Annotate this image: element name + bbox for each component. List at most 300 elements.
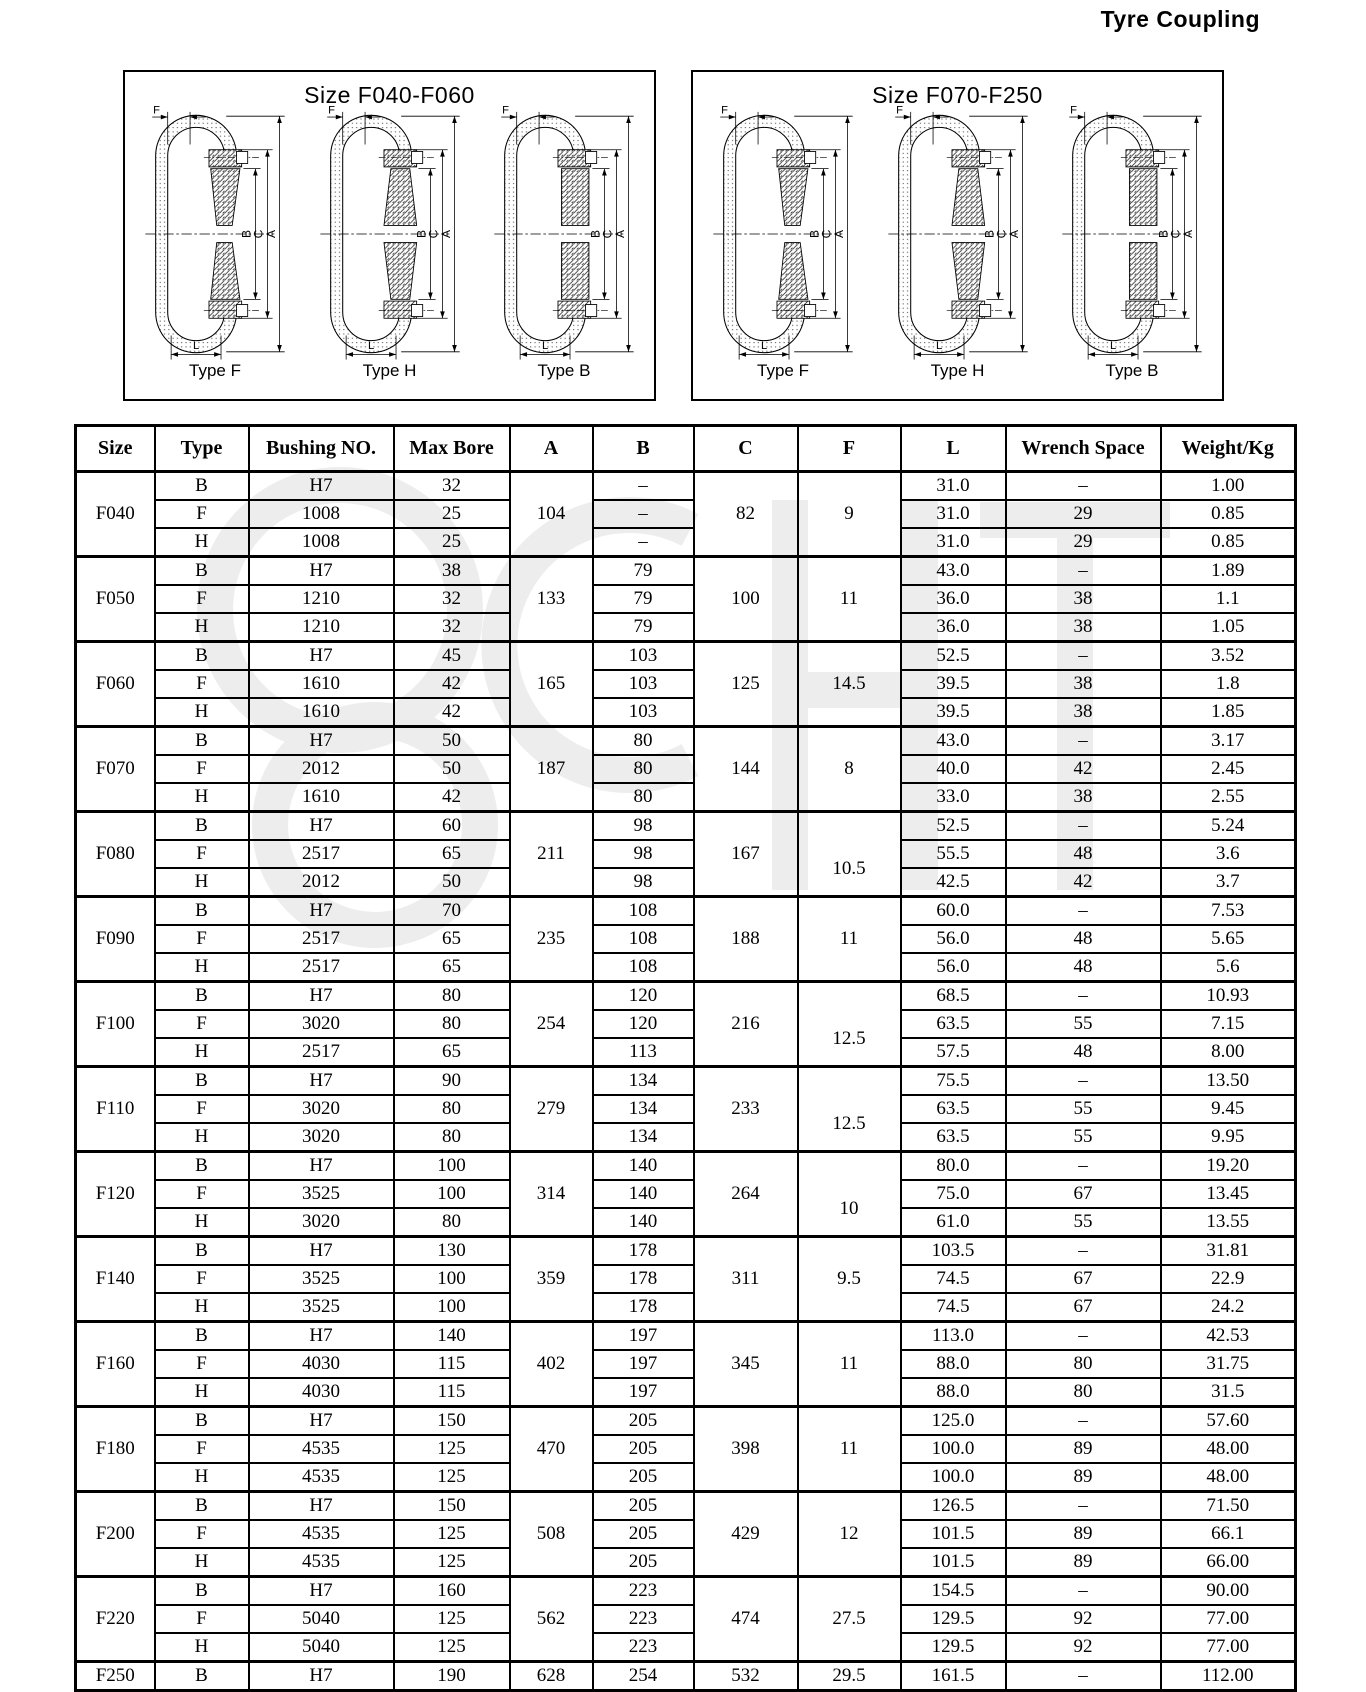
dim-b-cell: 223 xyxy=(593,1633,694,1662)
type-cell: H xyxy=(155,1038,249,1067)
dim-a-cell: 235 xyxy=(510,897,593,982)
weight-cell: 1.1 xyxy=(1161,585,1296,613)
type-cell: H xyxy=(155,698,249,727)
dim-l-cell: 63.5 xyxy=(901,1123,1006,1152)
type-cell: H xyxy=(155,613,249,642)
coupling-figure-type-b xyxy=(478,105,650,381)
dim-l-cell: 88.0 xyxy=(901,1378,1006,1407)
wrench-space-cell: – xyxy=(1006,1067,1161,1096)
dim-l-cell: 52.5 xyxy=(901,812,1006,841)
dim-b-cell: 98 xyxy=(593,868,694,897)
bushing-cell: H7 xyxy=(249,472,394,501)
wrench-space-cell: 42 xyxy=(1006,868,1161,897)
dim-b-cell: 98 xyxy=(593,812,694,841)
dim-l-cell: 55.5 xyxy=(901,840,1006,868)
bushing-cell: H7 xyxy=(249,982,394,1011)
dim-b-cell: 197 xyxy=(593,1378,694,1407)
svg-text:B: B xyxy=(1156,229,1171,239)
type-cell: F xyxy=(155,1435,249,1463)
dim-l-cell: 57.5 xyxy=(901,1038,1006,1067)
table-row xyxy=(76,953,1296,982)
max-bore-cell: 125 xyxy=(394,1605,510,1633)
page-title: Tyre Coupling xyxy=(1100,6,1260,32)
size-cell: F200 xyxy=(76,1492,155,1577)
dim-b-cell: 134 xyxy=(593,1123,694,1152)
svg-text:C: C xyxy=(425,229,440,239)
bushing-cell: 1610 xyxy=(249,783,394,812)
dim-b-cell: – xyxy=(593,528,694,557)
dim-b-cell: 79 xyxy=(593,585,694,613)
table-row xyxy=(76,528,1296,557)
max-bore-cell: 150 xyxy=(394,1407,510,1436)
table-row xyxy=(76,1322,1296,1351)
wrench-space-cell: 38 xyxy=(1006,783,1161,812)
table-row xyxy=(76,642,1296,671)
dim-b-cell: 205 xyxy=(593,1548,694,1577)
coupling-cross-section-drawing xyxy=(1051,105,1213,363)
dim-f-cell: 11 xyxy=(798,1322,901,1407)
table-row xyxy=(76,1378,1296,1407)
svg-text:B: B xyxy=(239,229,254,239)
type-cell: H xyxy=(155,868,249,897)
weight-cell: 2.45 xyxy=(1161,755,1296,783)
bushing-cell: 5040 xyxy=(249,1605,394,1633)
dim-l-cell: 52.5 xyxy=(901,642,1006,671)
type-cell: F xyxy=(155,1095,249,1123)
dim-f-cell: 27.5 xyxy=(798,1577,901,1662)
dim-a-cell: 187 xyxy=(510,727,593,812)
wrench-space-cell: – xyxy=(1006,727,1161,756)
dim-b-cell: 140 xyxy=(593,1208,694,1237)
coupling-cross-section-drawing xyxy=(483,105,645,363)
svg-text:F: F xyxy=(502,105,509,117)
dim-b-cell: 197 xyxy=(593,1350,694,1378)
dim-l-cell: 74.5 xyxy=(901,1293,1006,1322)
wrench-space-cell: 80 xyxy=(1006,1378,1161,1407)
weight-cell: 3.6 xyxy=(1161,840,1296,868)
bushing-cell: 3020 xyxy=(249,1123,394,1152)
max-bore-cell: 50 xyxy=(394,868,510,897)
svg-text:C: C xyxy=(1168,229,1183,239)
weight-cell: 7.15 xyxy=(1161,1010,1296,1038)
dim-b-cell: 98 xyxy=(593,840,694,868)
dim-c-cell: 429 xyxy=(694,1492,798,1577)
dim-b-cell: 140 xyxy=(593,1152,694,1181)
wrench-space-cell: – xyxy=(1006,1492,1161,1521)
type-cell: B xyxy=(155,1322,249,1351)
bushing-cell: H7 xyxy=(249,1662,394,1691)
dim-a-cell: 279 xyxy=(510,1067,593,1152)
bushing-cell: 3020 xyxy=(249,1010,394,1038)
max-bore-cell: 65 xyxy=(394,925,510,953)
type-cell: B xyxy=(155,1577,249,1606)
size-cell: F120 xyxy=(76,1152,155,1237)
col-header-bushing-no: Bushing NO. xyxy=(249,426,394,472)
weight-cell: 48.00 xyxy=(1161,1435,1296,1463)
coupling-cross-section-drawing xyxy=(702,105,864,363)
max-bore-cell: 42 xyxy=(394,670,510,698)
dim-a-cell: 133 xyxy=(510,557,593,642)
type-cell: F xyxy=(155,1010,249,1038)
weight-cell: 1.00 xyxy=(1161,472,1296,501)
max-bore-cell: 160 xyxy=(394,1577,510,1606)
type-cell: H xyxy=(155,1378,249,1407)
dim-l-cell: 63.5 xyxy=(901,1010,1006,1038)
bushing-cell: 1210 xyxy=(249,585,394,613)
table-row xyxy=(76,727,1296,756)
svg-text:F: F xyxy=(721,105,728,117)
size-cell: F110 xyxy=(76,1067,155,1152)
table-row xyxy=(76,557,1296,586)
weight-cell: 77.00 xyxy=(1161,1633,1296,1662)
type-cell: B xyxy=(155,982,249,1011)
wrench-space-cell: – xyxy=(1006,472,1161,501)
max-bore-cell: 140 xyxy=(394,1322,510,1351)
max-bore-cell: 100 xyxy=(394,1265,510,1293)
weight-cell: 66.1 xyxy=(1161,1520,1296,1548)
max-bore-cell: 65 xyxy=(394,953,510,982)
weight-cell: 77.00 xyxy=(1161,1605,1296,1633)
type-cell: B xyxy=(155,1152,249,1181)
weight-cell: 8.00 xyxy=(1161,1038,1296,1067)
dim-b-cell: 103 xyxy=(593,698,694,727)
bushing-cell: 2517 xyxy=(249,1038,394,1067)
coupling-figure-type-h xyxy=(872,105,1044,381)
type-cell: B xyxy=(155,1407,249,1436)
max-bore-cell: 50 xyxy=(394,727,510,756)
weight-cell: 3.7 xyxy=(1161,868,1296,897)
max-bore-cell: 25 xyxy=(394,500,510,528)
dim-b-cell: 134 xyxy=(593,1095,694,1123)
dim-a-cell: 628 xyxy=(510,1662,593,1691)
bushing-cell: 1008 xyxy=(249,500,394,528)
weight-cell: 2.55 xyxy=(1161,783,1296,812)
svg-text:A: A xyxy=(438,229,453,239)
table-row xyxy=(76,1463,1296,1492)
dim-b-cell: 103 xyxy=(593,670,694,698)
dim-f-cell: 11 xyxy=(798,897,901,982)
weight-cell: 24.2 xyxy=(1161,1293,1296,1322)
svg-text:L: L xyxy=(367,340,374,353)
table-row xyxy=(76,783,1296,812)
dim-c-cell: 474 xyxy=(694,1577,798,1662)
max-bore-cell: 32 xyxy=(394,613,510,642)
dim-l-cell: 56.0 xyxy=(901,925,1006,953)
dim-l-cell: 36.0 xyxy=(901,613,1006,642)
table-row xyxy=(76,897,1296,926)
type-cell: B xyxy=(155,727,249,756)
type-cell: F xyxy=(155,1605,249,1633)
bushing-cell: 3525 xyxy=(249,1293,394,1322)
dim-l-cell: 154.5 xyxy=(901,1577,1006,1606)
coupling-figure-type-b xyxy=(1046,105,1218,381)
svg-text:L: L xyxy=(192,340,200,353)
type-cell: H xyxy=(155,783,249,812)
dim-b-cell: 134 xyxy=(593,1067,694,1096)
table-row xyxy=(76,1520,1296,1548)
dim-b-cell: 113 xyxy=(593,1038,694,1067)
dim-l-cell: 42.5 xyxy=(901,868,1006,897)
dim-c-cell: 144 xyxy=(694,727,798,812)
table-row xyxy=(76,1237,1296,1266)
table-row xyxy=(76,982,1296,1011)
dim-b-cell: 108 xyxy=(593,925,694,953)
table-row xyxy=(76,1095,1296,1123)
bushing-cell: 3020 xyxy=(249,1208,394,1237)
table-row xyxy=(76,1605,1296,1633)
bushing-cell: 3525 xyxy=(249,1180,394,1208)
dim-b-cell: 254 xyxy=(593,1662,694,1691)
table-row xyxy=(76,1038,1296,1067)
max-bore-cell: 32 xyxy=(394,472,510,501)
wrench-space-cell: – xyxy=(1006,557,1161,586)
max-bore-cell: 100 xyxy=(394,1152,510,1181)
dim-f-cell: 8 xyxy=(798,727,901,812)
table-row xyxy=(76,1577,1296,1606)
max-bore-cell: 42 xyxy=(394,783,510,812)
svg-text:F: F xyxy=(153,105,160,117)
col-header-c: C xyxy=(694,426,798,472)
dim-l-cell: 103.5 xyxy=(901,1237,1006,1266)
wrench-space-cell: 38 xyxy=(1006,585,1161,613)
size-cell: F090 xyxy=(76,897,155,982)
weight-cell: 9.45 xyxy=(1161,1095,1296,1123)
dim-l-cell: 129.5 xyxy=(901,1633,1006,1662)
wrench-space-cell: 48 xyxy=(1006,840,1161,868)
weight-cell: 31.81 xyxy=(1161,1237,1296,1266)
svg-text:B: B xyxy=(807,229,822,239)
max-bore-cell: 90 xyxy=(394,1067,510,1096)
svg-text:L: L xyxy=(541,340,549,353)
weight-cell: 10.93 xyxy=(1161,982,1296,1011)
dim-b-cell: 205 xyxy=(593,1407,694,1436)
size-cell: F100 xyxy=(76,982,155,1067)
weight-cell: 42.53 xyxy=(1161,1322,1296,1351)
dim-l-cell: 63.5 xyxy=(901,1095,1006,1123)
dim-b-cell: 140 xyxy=(593,1180,694,1208)
svg-text:B: B xyxy=(981,229,996,239)
dim-f-cell: 10 xyxy=(798,1152,901,1237)
svg-text:A: A xyxy=(613,229,628,239)
coupling-cross-section-drawing xyxy=(309,105,471,363)
max-bore-cell: 130 xyxy=(394,1237,510,1266)
weight-cell: 5.24 xyxy=(1161,812,1296,841)
dim-b-cell: 223 xyxy=(593,1577,694,1606)
dim-b-cell: 80 xyxy=(593,727,694,756)
bushing-cell: 4535 xyxy=(249,1520,394,1548)
dim-l-cell: 113.0 xyxy=(901,1322,1006,1351)
weight-cell: 22.9 xyxy=(1161,1265,1296,1293)
max-bore-cell: 25 xyxy=(394,528,510,557)
dim-b-cell: – xyxy=(593,472,694,501)
type-cell: F xyxy=(155,1520,249,1548)
svg-text:A: A xyxy=(1006,229,1021,239)
dim-l-cell: 31.0 xyxy=(901,528,1006,557)
dim-l-cell: 60.0 xyxy=(901,897,1006,926)
svg-text:A: A xyxy=(1181,229,1196,239)
table-row xyxy=(76,1435,1296,1463)
type-cell: B xyxy=(155,812,249,841)
figure-caption: Type B xyxy=(537,361,591,380)
dim-c-cell: 216 xyxy=(694,982,798,1067)
wrench-space-cell: 80 xyxy=(1006,1350,1161,1378)
weight-cell: 112.00 xyxy=(1161,1662,1296,1691)
size-cell: F220 xyxy=(76,1577,155,1662)
dim-c-cell: 233 xyxy=(694,1067,798,1152)
weight-cell: 7.53 xyxy=(1161,897,1296,926)
bushing-cell: H7 xyxy=(249,1577,394,1606)
wrench-space-cell: 48 xyxy=(1006,1038,1161,1067)
dim-a-cell: 314 xyxy=(510,1152,593,1237)
coupling-spec-table xyxy=(74,424,1297,1692)
dim-c-cell: 532 xyxy=(694,1662,798,1691)
diagram-title: Size F070-F250 xyxy=(872,82,1043,108)
dim-l-cell: 43.0 xyxy=(901,557,1006,586)
max-bore-cell: 125 xyxy=(394,1548,510,1577)
dim-c-cell: 264 xyxy=(694,1152,798,1237)
dim-l-cell: 88.0 xyxy=(901,1350,1006,1378)
dim-l-cell: 75.5 xyxy=(901,1067,1006,1096)
dim-b-cell: 197 xyxy=(593,1322,694,1351)
size-cell: F160 xyxy=(76,1322,155,1407)
wrench-space-cell: – xyxy=(1006,1662,1161,1691)
dim-b-cell: 108 xyxy=(593,897,694,926)
wrench-space-cell: 48 xyxy=(1006,925,1161,953)
dim-b-cell: 205 xyxy=(593,1435,694,1463)
table-row xyxy=(76,1662,1296,1691)
wrench-space-cell: 29 xyxy=(1006,528,1161,557)
max-bore-cell: 190 xyxy=(394,1662,510,1691)
table-row xyxy=(76,1350,1296,1378)
dim-a-cell: 562 xyxy=(510,1577,593,1662)
bushing-cell: H7 xyxy=(249,1237,394,1266)
max-bore-cell: 125 xyxy=(394,1520,510,1548)
dim-c-cell: 188 xyxy=(694,897,798,982)
figure-row xyxy=(693,105,1222,381)
weight-cell: 13.55 xyxy=(1161,1208,1296,1237)
dim-f-cell: 9.5 xyxy=(798,1237,901,1322)
max-bore-cell: 50 xyxy=(394,755,510,783)
max-bore-cell: 125 xyxy=(394,1633,510,1662)
table-row xyxy=(76,1208,1296,1237)
bushing-cell: 1008 xyxy=(249,528,394,557)
type-cell: H xyxy=(155,1208,249,1237)
weight-cell: 1.85 xyxy=(1161,698,1296,727)
max-bore-cell: 70 xyxy=(394,897,510,926)
max-bore-cell: 100 xyxy=(394,1180,510,1208)
type-cell: F xyxy=(155,840,249,868)
dim-a-cell: 254 xyxy=(510,982,593,1067)
max-bore-cell: 150 xyxy=(394,1492,510,1521)
dim-b-cell: 205 xyxy=(593,1463,694,1492)
dim-a-cell: 165 xyxy=(510,642,593,727)
bushing-cell: H7 xyxy=(249,642,394,671)
table-row xyxy=(76,670,1296,698)
dim-f-cell: 14.5 xyxy=(798,642,901,727)
weight-cell: 19.20 xyxy=(1161,1152,1296,1181)
figure-caption: Type H xyxy=(930,361,985,380)
bushing-cell: 4030 xyxy=(249,1350,394,1378)
bushing-cell: 3525 xyxy=(249,1265,394,1293)
dim-c-cell: 100 xyxy=(694,557,798,642)
type-cell: B xyxy=(155,557,249,586)
bushing-cell: H7 xyxy=(249,1492,394,1521)
bushing-cell: 4535 xyxy=(249,1548,394,1577)
size-cell: F080 xyxy=(76,812,155,897)
dim-b-cell: 205 xyxy=(593,1492,694,1521)
svg-text:A: A xyxy=(264,229,279,239)
col-header-a: A xyxy=(510,426,593,472)
coupling-figure-type-f xyxy=(129,105,301,381)
svg-text:C: C xyxy=(993,229,1008,239)
bushing-cell: H7 xyxy=(249,1322,394,1351)
table-row xyxy=(76,500,1296,528)
dim-b-cell: 178 xyxy=(593,1237,694,1266)
dim-c-cell: 345 xyxy=(694,1322,798,1407)
size-cell: F070 xyxy=(76,727,155,812)
max-bore-cell: 100 xyxy=(394,1293,510,1322)
wrench-space-cell: – xyxy=(1006,982,1161,1011)
weight-cell: 0.85 xyxy=(1161,500,1296,528)
dim-b-cell: 205 xyxy=(593,1520,694,1548)
type-cell: B xyxy=(155,642,249,671)
weight-cell: 71.50 xyxy=(1161,1492,1296,1521)
max-bore-cell: 80 xyxy=(394,1010,510,1038)
dim-c-cell: 398 xyxy=(694,1407,798,1492)
table-row xyxy=(76,1265,1296,1293)
bushing-cell: 4030 xyxy=(249,1378,394,1407)
dim-l-cell: 40.0 xyxy=(901,755,1006,783)
type-cell: H xyxy=(155,1633,249,1662)
col-header-wrench-space: Wrench Space xyxy=(1006,426,1161,472)
table-row xyxy=(76,698,1296,727)
dim-c-cell: 311 xyxy=(694,1237,798,1322)
dim-b-cell: – xyxy=(593,500,694,528)
dim-b-cell: 178 xyxy=(593,1293,694,1322)
dim-b-cell: 178 xyxy=(593,1265,694,1293)
wrench-space-cell: 92 xyxy=(1006,1633,1161,1662)
dim-b-cell: 120 xyxy=(593,1010,694,1038)
wrench-space-cell: 89 xyxy=(1006,1520,1161,1548)
coupling-cross-section-drawing xyxy=(134,105,296,363)
dim-f-cell: 9 xyxy=(798,472,901,557)
dim-l-cell: 61.0 xyxy=(901,1208,1006,1237)
dim-l-cell: 100.0 xyxy=(901,1463,1006,1492)
header-row xyxy=(76,426,1296,472)
dim-f-cell: 12.5 xyxy=(798,982,901,1067)
wrench-space-cell: 67 xyxy=(1006,1293,1161,1322)
dim-l-cell: 31.0 xyxy=(901,472,1006,501)
bushing-cell: H7 xyxy=(249,897,394,926)
svg-text:L: L xyxy=(1109,340,1117,353)
table-row xyxy=(76,755,1296,783)
table-row xyxy=(76,1633,1296,1662)
weight-cell: 5.65 xyxy=(1161,925,1296,953)
table-row xyxy=(76,1293,1296,1322)
bushing-cell: 3020 xyxy=(249,1095,394,1123)
svg-text:C: C xyxy=(251,229,266,239)
wrench-space-cell: – xyxy=(1006,1577,1161,1606)
figure-row xyxy=(125,105,654,381)
dim-l-cell: 56.0 xyxy=(901,953,1006,982)
col-header-weight-kg: Weight/Kg xyxy=(1161,426,1296,472)
bushing-cell: H7 xyxy=(249,1067,394,1096)
col-header-l: L xyxy=(901,426,1006,472)
bushing-cell: 1610 xyxy=(249,670,394,698)
weight-cell: 3.52 xyxy=(1161,642,1296,671)
svg-text:B: B xyxy=(413,229,428,239)
type-cell: H xyxy=(155,1463,249,1492)
